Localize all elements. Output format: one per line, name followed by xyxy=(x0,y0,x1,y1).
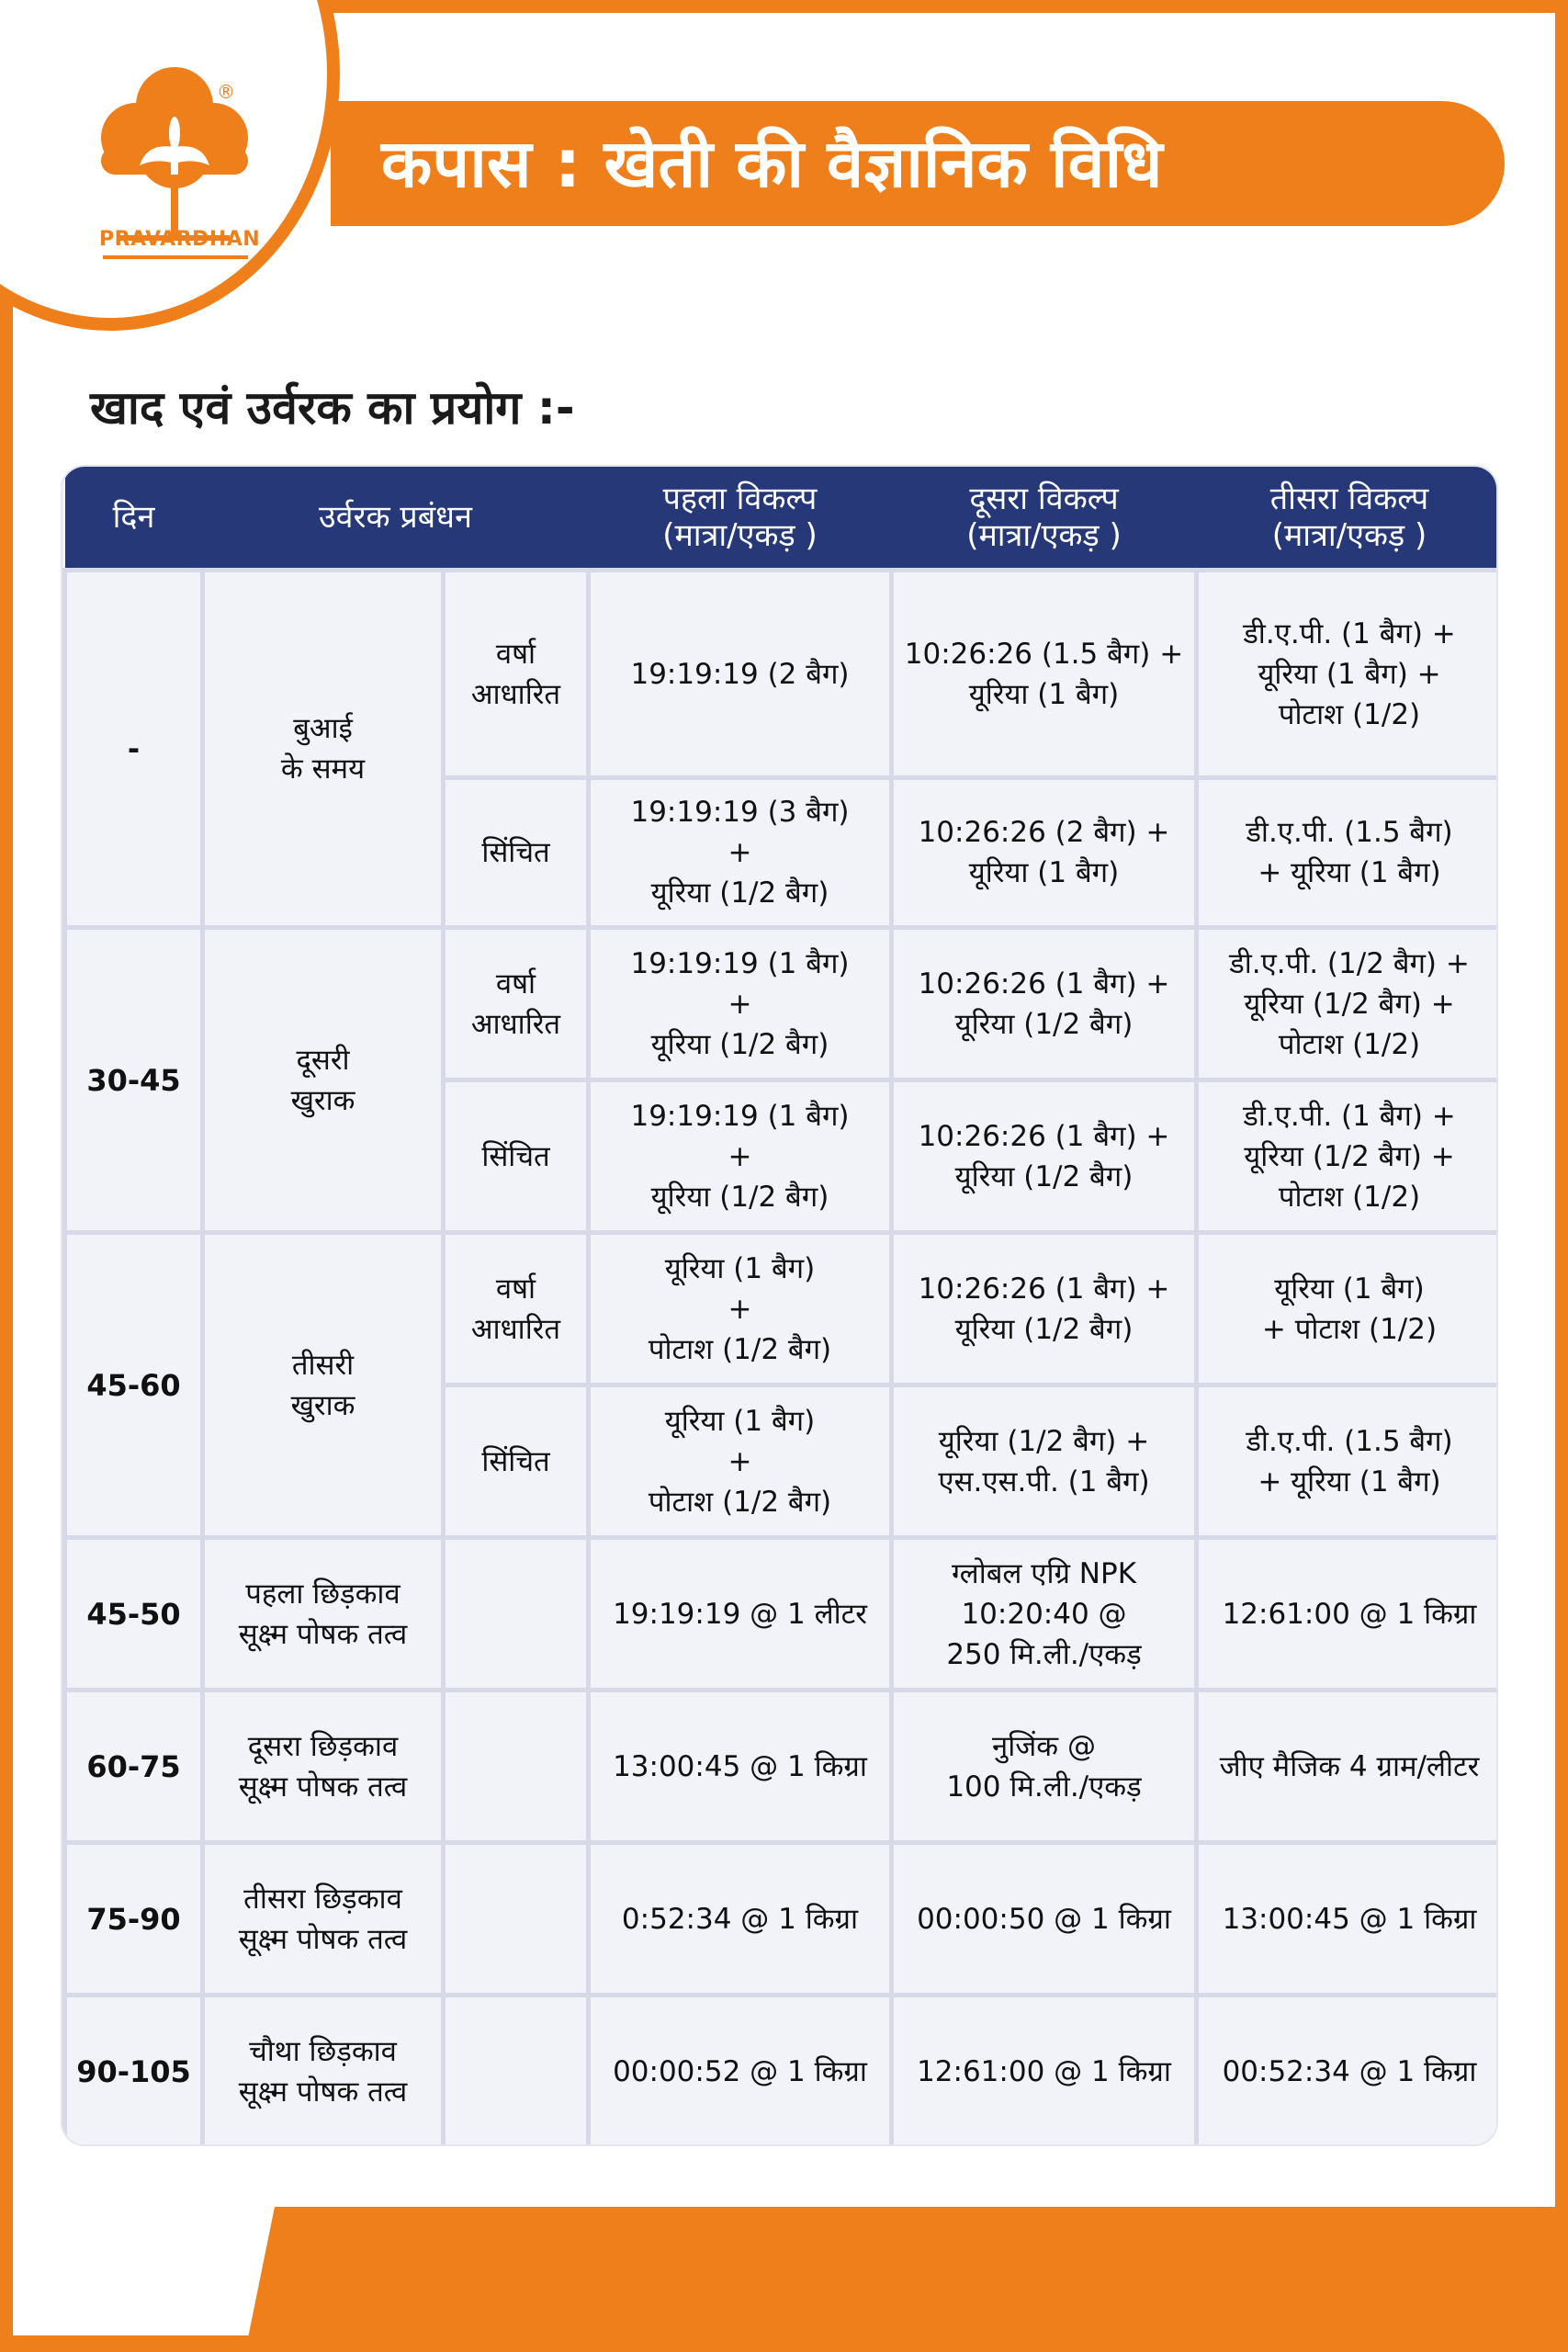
cell-text: पोटाश (1/2 बैग) xyxy=(648,1332,832,1366)
page-title: कपास : खेती की वैज्ञानिक विधि xyxy=(381,125,1163,202)
cell-text: एस.एस.पी. (1 बैग) xyxy=(938,1464,1150,1498)
cell-text: यूरिया (1/2 बैग) + xyxy=(1244,1139,1455,1173)
cell-text: यूरिया (1/2 बैग) + xyxy=(1244,987,1455,1021)
cell-text: यूरिया (1 बैग) xyxy=(968,677,1120,711)
option2-cell xyxy=(892,1690,1197,1843)
cell-text: 250 मि.ली./एकड़ xyxy=(946,1637,1142,1671)
condition-cell xyxy=(444,1843,589,1996)
table-row xyxy=(65,1233,1499,1385)
cell-text: यूरिया (1/2 बैग) xyxy=(650,1180,829,1214)
cell-text: 90-105 xyxy=(76,2053,191,2089)
stage-cell xyxy=(203,1233,444,1538)
option3-cell xyxy=(1197,928,1499,1080)
cell-text: 19:19:19 @ 1 लीटर xyxy=(613,1597,867,1631)
cell-text: 00:00:50 @ 1 किग्रा xyxy=(917,1902,1171,1936)
cell-text: डी.ए.पी. (1 बैग) + xyxy=(1243,1099,1456,1133)
option1-cell xyxy=(589,571,892,778)
cell-text: यूरिया (1/2 बैग) xyxy=(650,1027,829,1061)
day-cell xyxy=(65,571,203,928)
cell-text: दूसरी xyxy=(296,1043,350,1077)
header-management: उर्वरक प्रबंधन xyxy=(203,467,589,571)
cell-text: + यूरिया (1 बैग) xyxy=(1258,856,1441,889)
option3-cell xyxy=(1197,1080,1499,1233)
option1-cell xyxy=(589,1843,892,1996)
condition-cell xyxy=(444,928,589,1080)
cell-text: + यूरिया (1 बैग) xyxy=(1258,1464,1441,1498)
option1-cell xyxy=(589,1690,892,1843)
option2-cell xyxy=(892,571,1197,778)
cell-text: खुराक xyxy=(290,1083,355,1117)
table-row xyxy=(65,928,1499,1080)
cell-text: 45-60 xyxy=(86,1367,181,1403)
cell-text: ग्लोबल एग्रि NPK xyxy=(951,1556,1137,1590)
cell-text: यूरिया (1/2 बैग) xyxy=(954,1007,1134,1041)
day-cell xyxy=(65,1690,203,1843)
table-row xyxy=(65,1843,1499,1996)
cell-text: + xyxy=(728,1292,752,1326)
option2-cell xyxy=(892,1538,1197,1690)
cell-text: डी.ए.पी. (1.5 बैग) xyxy=(1246,1424,1453,1458)
cell-text: चौथा छिड़काव xyxy=(249,2034,397,2068)
cell-text: दूसरा छिड़काव xyxy=(247,1729,399,1763)
cell-text: नुजिंक @ xyxy=(992,1729,1096,1763)
cell-text: 10:26:26 (1 बैग) + xyxy=(918,1119,1170,1153)
option3-cell xyxy=(1197,1233,1499,1385)
day-cell xyxy=(65,1996,203,2147)
cell-text: + xyxy=(728,1139,752,1173)
cell-text: यूरिया (1 बैग) xyxy=(968,856,1120,889)
cell-text: डी.ए.पी. (1/2 बैग) + xyxy=(1229,946,1470,980)
option2-cell xyxy=(892,1843,1197,1996)
option1-cell xyxy=(589,1538,892,1690)
cell-text: 100 मि.ली./एकड़ xyxy=(946,1770,1142,1804)
cell-text: + पोटाश (1/2) xyxy=(1261,1312,1438,1346)
cell-text: बुआई xyxy=(293,712,353,745)
cell-text: 12:61:00 @ 1 किग्रा xyxy=(917,2054,1171,2088)
cell-text: यूरिया (1 बैग) xyxy=(664,1404,816,1438)
cell-text: डी.ए.पी. (1 बैग) + xyxy=(1243,616,1456,650)
cell-text: यूरिया (1 बैग) xyxy=(664,1251,816,1285)
cell-text: यूरिया (1 बैग) + xyxy=(1258,657,1441,691)
cell-text: यूरिया (1/2 बैग) xyxy=(954,1312,1134,1346)
brand-underline xyxy=(103,255,248,259)
header-option1-unit: (मात्रा/एकड़ ) xyxy=(662,517,818,554)
cell-text: आधारित xyxy=(470,677,561,711)
cell-text: सिंचित xyxy=(481,1444,550,1478)
condition-cell xyxy=(444,1538,589,1690)
footer-notch xyxy=(13,2207,275,2335)
cell-text: खुराक xyxy=(290,1388,355,1422)
cell-text: 10:26:26 (1 बैग) + xyxy=(918,1272,1170,1306)
cell-text: यूरिया (1/2 बैग) xyxy=(650,876,829,910)
cell-text: - xyxy=(127,731,141,766)
stage-cell xyxy=(203,571,444,928)
stage-cell xyxy=(203,928,444,1233)
day-cell xyxy=(65,928,203,1233)
cell-text: यूरिया (1/2 बैग) + xyxy=(938,1424,1150,1458)
option3-cell xyxy=(1197,1690,1499,1843)
cell-text: + xyxy=(728,1444,752,1478)
cell-text: पहला छिड़काव xyxy=(245,1577,400,1611)
option2-cell xyxy=(892,1996,1197,2147)
condition-cell xyxy=(444,1385,589,1538)
cell-text: के समय xyxy=(280,752,366,786)
cell-text: सिंचित xyxy=(481,1139,550,1173)
option1-cell xyxy=(589,1996,892,2147)
section-heading: खाद एवं उर्वरक का प्रयोग :- xyxy=(90,381,575,435)
cell-text: 45-50 xyxy=(86,1596,181,1632)
day-cell xyxy=(65,1233,203,1538)
cell-text: सिंचित xyxy=(481,836,550,869)
stage-cell xyxy=(203,1843,444,1996)
cell-text: 60-75 xyxy=(86,1748,181,1784)
cell-text: 13:00:45 @ 1 किग्रा xyxy=(613,1749,867,1783)
cell-text: वर्षा xyxy=(495,637,536,671)
cell-text: 10:26:26 (1 बैग) + xyxy=(918,967,1170,1001)
registered-mark: ® xyxy=(217,81,235,103)
cell-text: पोटाश (1/2) xyxy=(1278,1027,1421,1061)
cell-text: 75-90 xyxy=(86,1901,181,1937)
fertilizer-table xyxy=(61,465,1498,2146)
header-option2-label: दूसरा विकल्प xyxy=(969,481,1119,517)
cell-text: आधारित xyxy=(470,1007,561,1041)
cell-text: पोटाश (1/2) xyxy=(1278,697,1421,731)
header-option3-unit: (मात्रा/एकड़ ) xyxy=(1271,517,1427,554)
option1-cell xyxy=(589,1080,892,1233)
cell-text: तीसरी xyxy=(291,1348,355,1382)
cell-text: डी.ए.पी. (1.5 बैग) xyxy=(1246,816,1453,849)
option3-cell xyxy=(1197,1385,1499,1538)
condition-cell xyxy=(444,1996,589,2147)
header-option2-unit: (मात्रा/एकड़ ) xyxy=(966,517,1122,554)
condition-cell xyxy=(444,1080,589,1233)
cell-text: 19:19:19 (3 बैग) xyxy=(630,796,850,829)
cell-text: 19:19:19 (2 बैग) xyxy=(630,657,850,691)
option1-cell xyxy=(589,1385,892,1538)
cell-text: आधारित xyxy=(470,1312,561,1346)
stage-cell xyxy=(203,1996,444,2147)
brand-name: PRAVARDHAN xyxy=(99,228,261,251)
header-option1 xyxy=(589,467,892,571)
option3-cell xyxy=(1197,1538,1499,1690)
header-option3-label: तीसरा विकल्प xyxy=(1269,481,1429,517)
cell-text: तीसरा छिड़काव xyxy=(243,1882,402,1916)
header-option2 xyxy=(892,467,1197,571)
condition-cell xyxy=(444,778,589,928)
header-option3 xyxy=(1197,467,1499,571)
option1-cell xyxy=(589,928,892,1080)
cell-text: + xyxy=(728,836,752,869)
cell-text: पोटाश (1/2) xyxy=(1278,1180,1421,1214)
cell-text: वर्षा xyxy=(495,1272,536,1306)
cell-text: 19:19:19 (1 बैग) xyxy=(630,1099,850,1133)
cell-text: + xyxy=(728,987,752,1021)
cell-text: 13:00:45 @ 1 किग्रा xyxy=(1222,1902,1477,1936)
option2-cell xyxy=(892,1385,1197,1538)
cell-text: 12:61:00 @ 1 किग्रा xyxy=(1222,1597,1477,1631)
header-day: दिन xyxy=(65,467,203,571)
cell-text: 30-45 xyxy=(86,1062,181,1098)
day-cell xyxy=(65,1538,203,1690)
option2-cell xyxy=(892,1233,1197,1385)
day-cell xyxy=(65,1843,203,1996)
option1-cell xyxy=(589,778,892,928)
option2-cell xyxy=(892,778,1197,928)
option3-cell xyxy=(1197,778,1499,928)
option3-cell xyxy=(1197,571,1499,778)
cell-text: 10:26:26 (1.5 बैग) + xyxy=(904,637,1184,671)
option2-cell xyxy=(892,1080,1197,1233)
table-body xyxy=(65,571,1499,2147)
table-row xyxy=(65,1690,1499,1843)
cell-text: 00:00:52 @ 1 किग्रा xyxy=(613,2054,867,2088)
condition-cell xyxy=(444,571,589,778)
table-row xyxy=(65,1996,1499,2147)
cell-text: सूक्ष्म पोषक तत्व xyxy=(238,1922,408,1956)
header-option1-label: पहला विकल्प xyxy=(662,481,818,517)
cell-text: 00:52:34 @ 1 किग्रा xyxy=(1222,2054,1477,2088)
condition-cell xyxy=(444,1233,589,1385)
table-header-row xyxy=(65,467,1499,571)
option3-cell xyxy=(1197,1843,1499,1996)
cell-text: सूक्ष्म पोषक तत्व xyxy=(238,2075,408,2109)
option1-cell xyxy=(589,1233,892,1385)
stage-cell xyxy=(203,1538,444,1690)
cell-text: वर्षा xyxy=(495,967,536,1001)
cell-text: यूरिया (1/2 बैग) xyxy=(954,1159,1134,1193)
option2-cell xyxy=(892,928,1197,1080)
cell-text: 0:52:34 @ 1 किग्रा xyxy=(621,1902,859,1936)
cell-text: जीए मैजिक 4 ग्राम/लीटर xyxy=(1219,1749,1480,1783)
option3-cell xyxy=(1197,1996,1499,2147)
cell-text: सूक्ष्म पोषक तत्व xyxy=(238,1770,408,1804)
table-row xyxy=(65,571,1499,778)
cell-text: 19:19:19 (1 बैग) xyxy=(630,946,850,980)
table-row xyxy=(65,1538,1499,1690)
cell-text: सूक्ष्म पोषक तत्व xyxy=(238,1617,408,1651)
stage-cell xyxy=(203,1690,444,1843)
cell-text: 10:26:26 (2 बैग) + xyxy=(918,816,1170,849)
cell-text: 10:20:40 @ xyxy=(961,1597,1127,1631)
cell-text: यूरिया (1 बैग) xyxy=(1274,1272,1425,1306)
cell-text: पोटाश (1/2 बैग) xyxy=(648,1485,832,1519)
condition-cell xyxy=(444,1690,589,1843)
